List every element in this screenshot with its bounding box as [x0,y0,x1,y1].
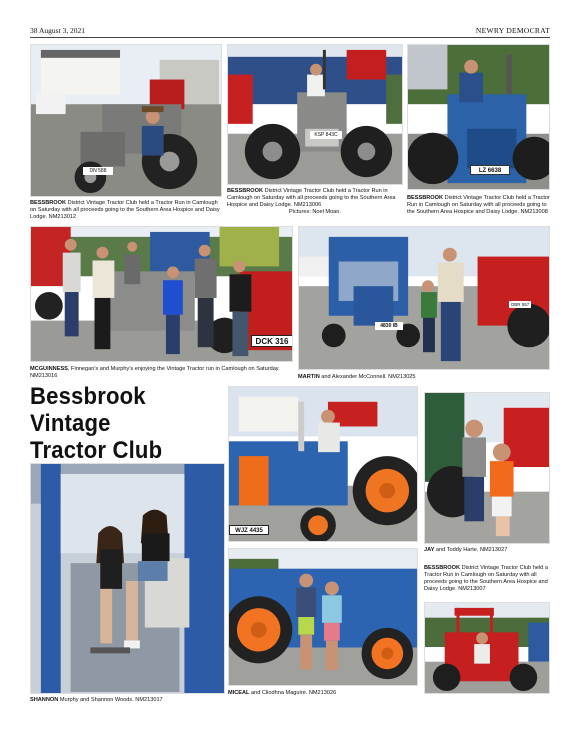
caption-2-credit: Pictures: Noel Moan. [289,209,341,215]
caption-3 [407,195,550,216]
photo-group [30,226,293,362]
caption-4-lead: MCGUINNESS [30,366,68,372]
headline-line-2: Tractor Club [30,437,163,464]
photo-grey-tractor [30,44,222,197]
photo-blue-tractor [407,44,550,190]
headline-line-1: Bessbrook Vintage [30,383,146,437]
caption-7 [424,565,550,593]
page-header [30,25,550,37]
caption-2-text: District Vintage Tractor Club held a Tractor Run in Camlough on Saturday with all proceeds going to the Southern Area Hospice and Daisy Lodge. NM213006 [227,188,396,208]
caption-9 [228,690,418,697]
caption-2 [227,188,403,216]
photo-shannon-cab [30,463,225,694]
caption-1-lead: BESSBROOK [30,200,67,206]
caption-6 [424,547,550,554]
header-rule [30,37,550,38]
caption-5-lead: MARTIN [298,374,320,380]
caption-5 [298,374,550,381]
plate-5: DCK 316 [251,335,293,347]
page-date: 38 August 3, 2021 [30,26,86,35]
caption-5-text: and Alexander McConnell. NM213025 [319,374,416,380]
photo-jay-toddy [424,392,550,544]
caption-9-lead: MICEAL [228,690,250,696]
photo-red-tractor [424,602,550,694]
caption-3-text: District Vintage Tractor Club held a Tractor Run in Camlough on Saturday with all proceeds going to the Southern Area Hospice and Daisy Lodge. NM213008 [407,195,550,215]
caption-3-lead: BESSBROOK [407,195,444,201]
caption-6-lead: JAY [424,547,435,553]
plate-8: WJZ 4435 [229,525,269,535]
caption-8 [30,697,225,704]
caption-9-text: and Cliodhna Maguire. NM213026 [249,690,337,696]
plate-2: KSP 843C [310,131,342,139]
plate-6: 4830 IB [375,322,403,330]
caption-6-text: and Toddy Harte. NM213027 [434,547,508,553]
caption-8-lead: SHANNON [30,697,59,703]
caption-8-text: Murphy and Shannon Woods. NM213017 [58,697,163,703]
photo-fordson-driver [228,386,418,542]
caption-4-text: , Finnegan's and Murphy's enjoying the Vintage Tractor run in Camlough on Saturday. NM213016 [30,366,280,379]
caption-4 [30,366,293,380]
paper-name: NEWRY DEMOCRAT [475,26,550,35]
caption-1 [30,200,222,221]
caption-7-text: District Vintage Tractor Club held a Tractor Run in Camlough on Saturday with all proceeds going to the Southern Area Hospice and Daisy Lodge. NM213007 [424,565,548,592]
caption-1-text: District Vintage Tractor Club held a Tractor Run in Camlough on Saturday with all proceeds going to the Southern Area Hospice and Daisy Lodge. NM213012 [30,200,220,220]
caption-2-lead: BESSBROOK [227,188,264,194]
photo-miceal-cliodhna [228,548,418,686]
plate-7: OBR 557 [510,302,530,307]
photo-martin-alexander [298,226,550,370]
plate-1: DN 588 [83,167,113,175]
photo-driver-tractor [227,44,403,185]
caption-7-lead: BESSBROOK [424,565,461,571]
plate-3: LZ 6638 [470,165,510,175]
